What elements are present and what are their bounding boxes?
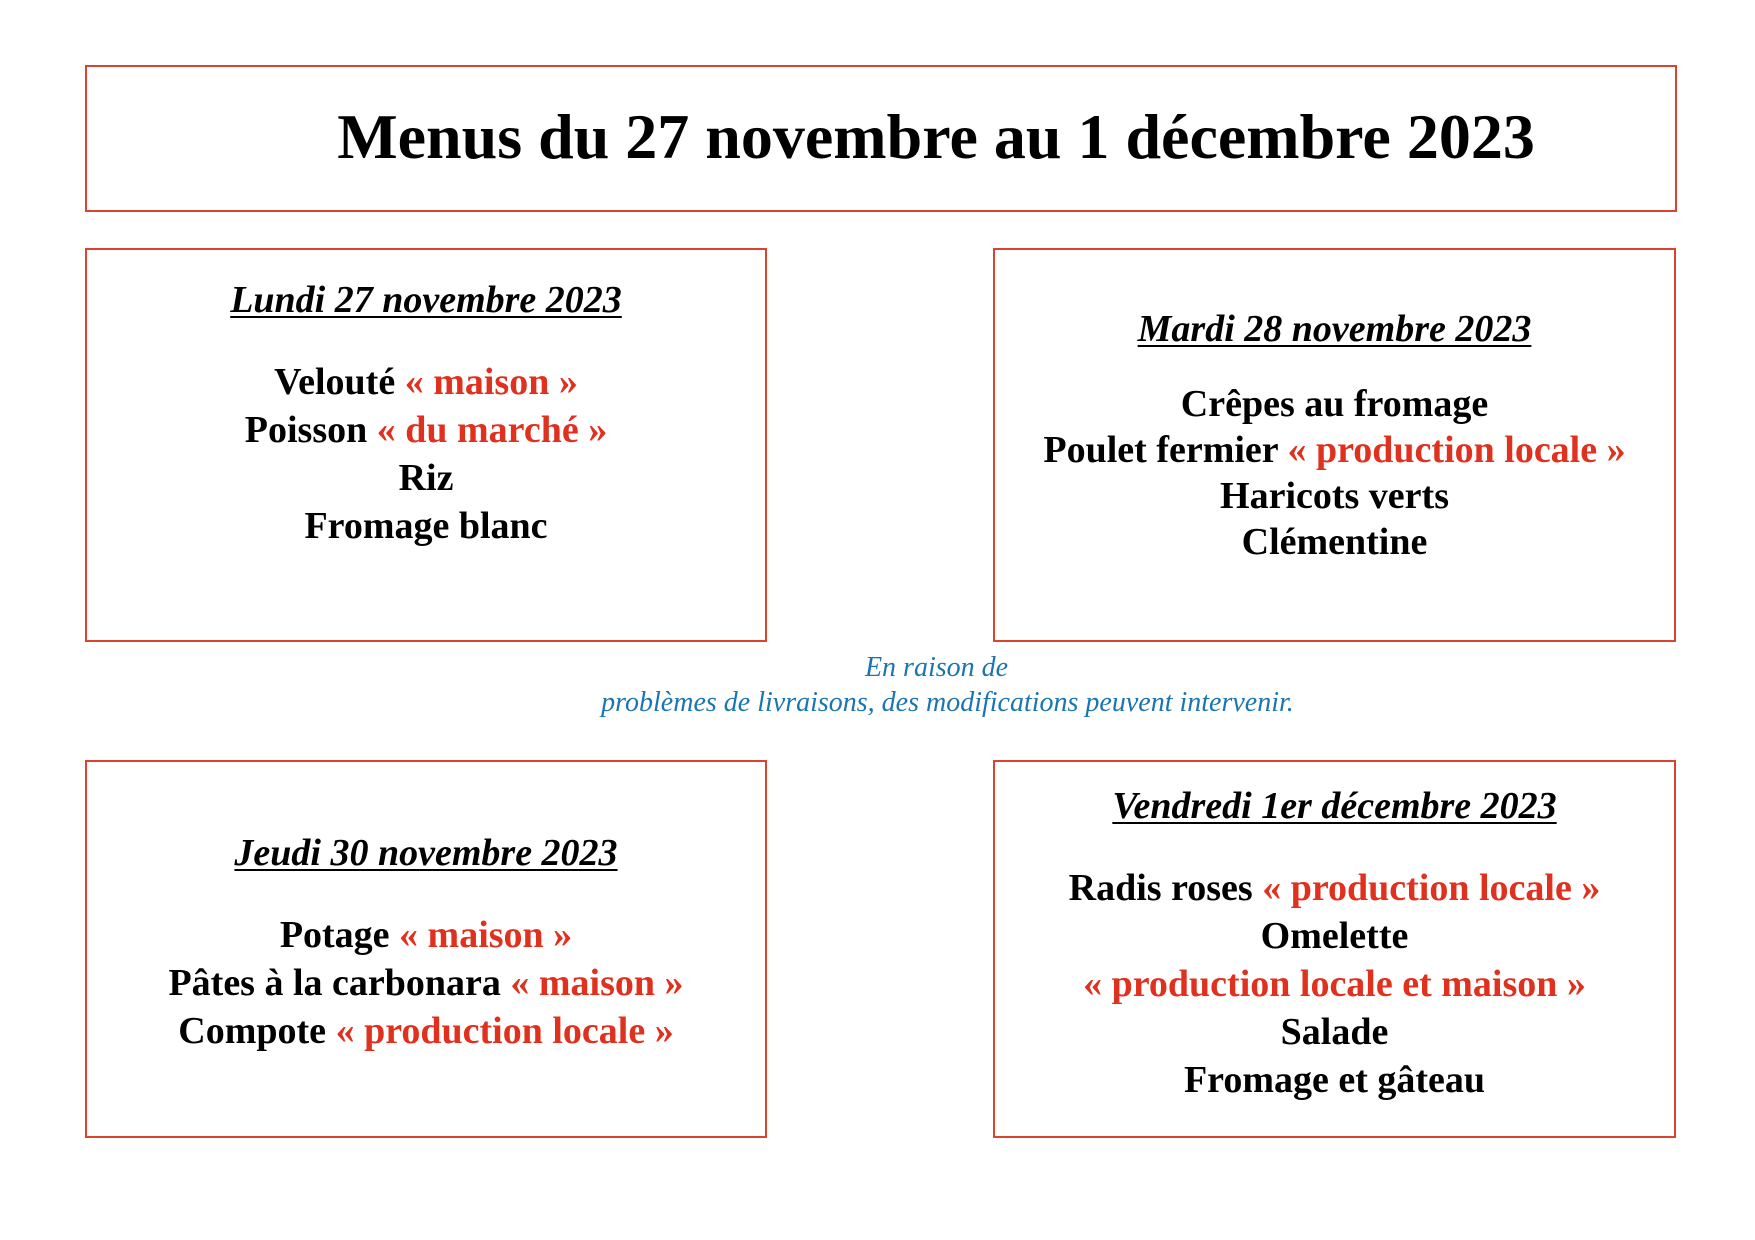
menu-item-text: Compote <box>178 1010 327 1052</box>
menu-item-tag: « maison » <box>404 361 578 403</box>
title-box <box>85 65 1677 212</box>
menu-item-text: Fromage et gâteau <box>1183 1059 1486 1101</box>
menu-item-text: Velouté <box>274 361 396 403</box>
day-card-content <box>995 787 1674 1104</box>
delivery-notice <box>0 650 1755 720</box>
day-card-monday <box>85 248 767 642</box>
menu-item <box>87 502 765 550</box>
day-title: Jeudi 30 novembre 2023 <box>234 832 618 874</box>
menu-item-text: Potage <box>279 914 390 956</box>
menu-item <box>87 911 765 959</box>
menu-item-tag: « du marché » <box>376 409 608 451</box>
menu-item-text: Poisson <box>244 409 368 451</box>
day-card-friday <box>993 760 1676 1138</box>
menu-item-tag: « maison » <box>399 914 573 956</box>
menu-item <box>87 406 765 454</box>
day-title: Vendredi 1er décembre 2023 <box>1112 785 1557 827</box>
menu-item-text: Salade <box>1280 1011 1389 1053</box>
day-card-content <box>87 281 765 550</box>
day-card-content <box>87 834 765 1055</box>
menu-item-text: Fromage blanc <box>304 505 548 547</box>
menu-item <box>995 473 1674 519</box>
menu-item <box>995 864 1674 912</box>
menu-item-tag: « maison » <box>510 962 684 1004</box>
menu-item-text: Riz <box>398 457 454 499</box>
menu-item <box>995 381 1674 427</box>
menu-item <box>995 960 1674 1008</box>
menu-item <box>87 1007 765 1055</box>
notice-line-1: En raison de <box>864 652 1009 683</box>
menu-item-tag: « production locale » <box>335 1010 674 1052</box>
day-card-content <box>995 310 1674 565</box>
menu-item <box>995 1008 1674 1056</box>
menu-item <box>995 912 1674 960</box>
menu-item-text: Clémentine <box>1241 521 1428 563</box>
menu-item-tag: « production locale et maison » <box>1083 963 1586 1005</box>
page-title: Menus du 27 novembre au 1 décembre 2023 <box>337 101 1535 172</box>
day-title: Lundi 27 novembre 2023 <box>230 279 622 321</box>
menu-item <box>995 427 1674 473</box>
menu-item-text: Poulet fermier <box>1043 429 1278 471</box>
menu-item <box>995 1056 1674 1104</box>
menu-item-tag: « production locale » <box>1287 429 1626 471</box>
menu-item-text: Haricots verts <box>1220 475 1449 517</box>
menu-item <box>87 454 765 502</box>
menu-item <box>87 959 765 1007</box>
menu-item-text: Omelette <box>1260 915 1409 957</box>
notice-line-2: problèmes de livraisons, des modifications peuvent intervenir. <box>601 687 1294 718</box>
menu-item-tag: « production locale » <box>1262 867 1601 909</box>
menu-item-text: Radis roses <box>1068 867 1253 909</box>
day-card-thursday <box>85 760 767 1138</box>
menu-item <box>995 519 1674 565</box>
menu-item-text: Crêpes au fromage <box>1180 383 1489 425</box>
menu-item-text: Pâtes à la carbonara <box>168 962 501 1004</box>
day-card-tuesday <box>993 248 1676 642</box>
day-title: Mardi 28 novembre 2023 <box>1137 308 1532 350</box>
menu-item <box>87 358 765 406</box>
